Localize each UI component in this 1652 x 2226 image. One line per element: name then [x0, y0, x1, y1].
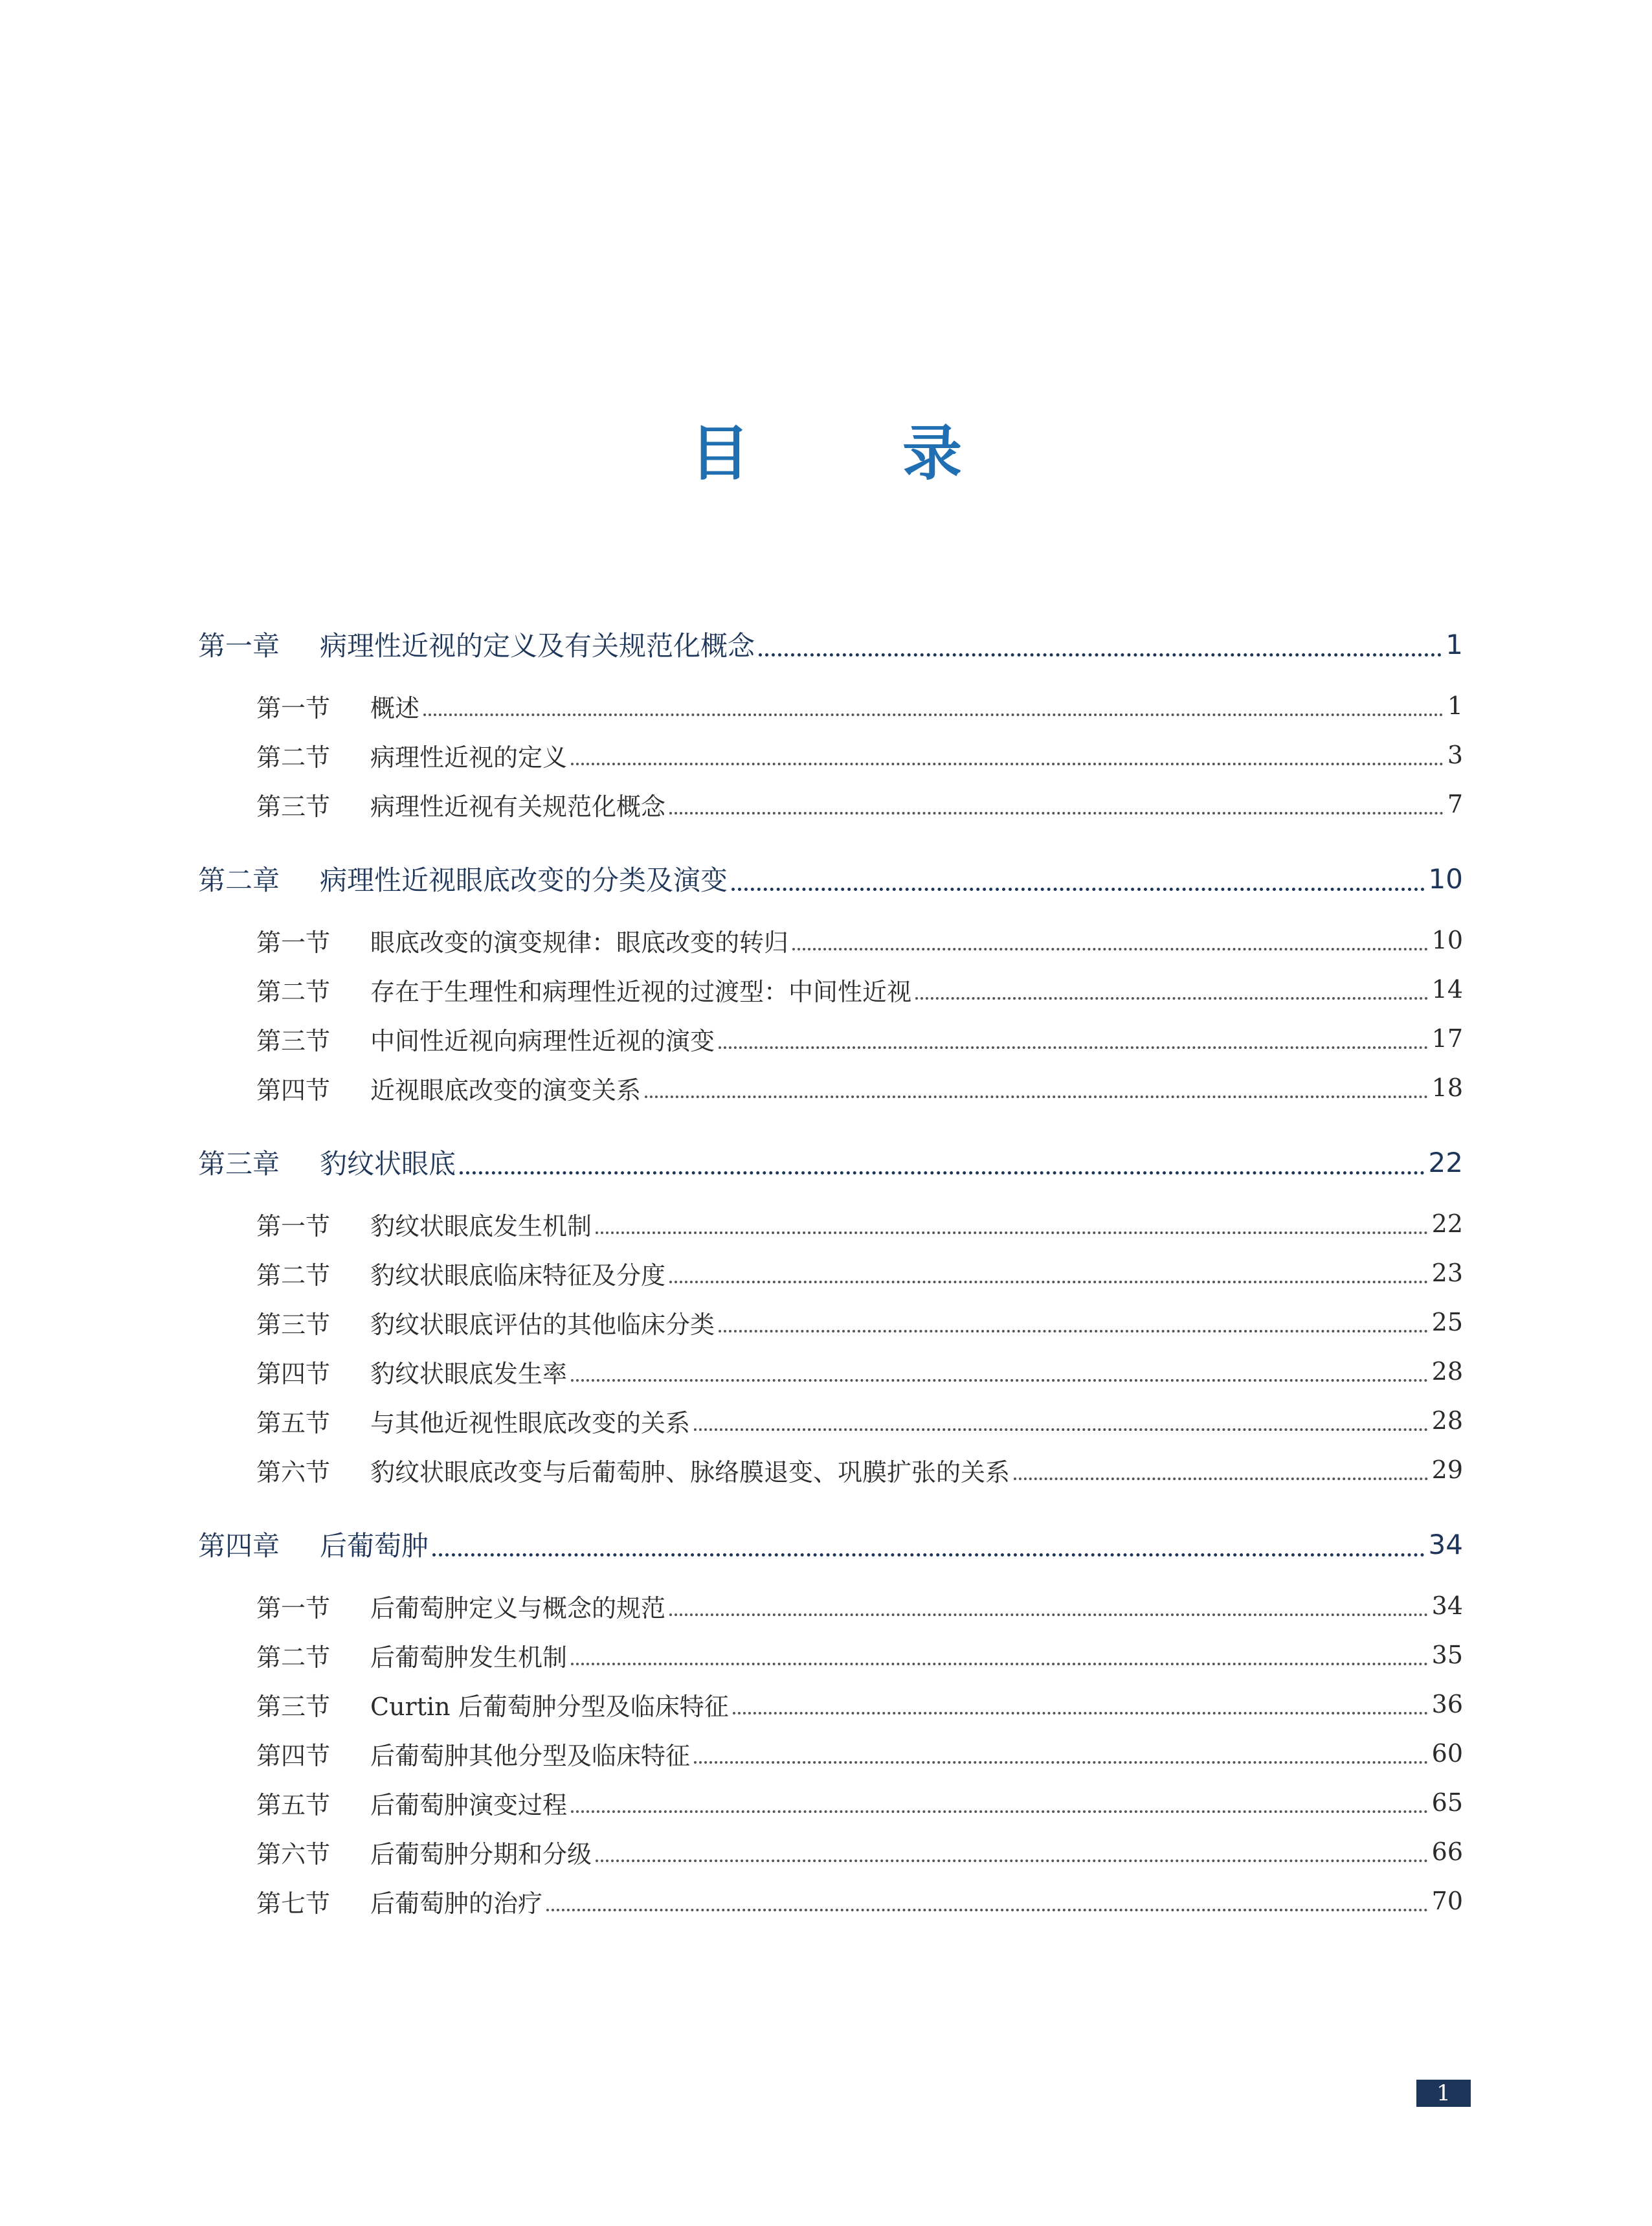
toc-section-entry[interactable]: [256, 780, 1463, 829]
section-page-number: 18: [1431, 1074, 1463, 1102]
toc-section-entry[interactable]: [256, 1014, 1463, 1063]
section-title: 豹纹状眼底发生机制: [370, 1211, 592, 1241]
dot-leader: [571, 1810, 1428, 1813]
section-page-number: 28: [1431, 1357, 1463, 1386]
table-of-contents: [0, 609, 1652, 1940]
toc-section-entry[interactable]: [256, 1199, 1463, 1248]
section-title: 概述: [370, 693, 420, 723]
section-label: 第五节: [256, 1408, 331, 1437]
dot-leader: [432, 1553, 1425, 1557]
section-label: 第七节: [256, 1889, 331, 1918]
chapter-title: 病理性近视的定义及有关规范化概念: [320, 630, 755, 662]
section-title: 豹纹状眼底发生率: [370, 1359, 568, 1388]
section-page-number: 65: [1431, 1788, 1463, 1817]
section-list: [0, 680, 1652, 843]
dot-leader: [423, 714, 1444, 716]
section-page-number: 17: [1431, 1024, 1463, 1053]
toc-chapter: [0, 843, 1652, 1127]
toc-chapter: [0, 1127, 1652, 1509]
toc-chapter-entry[interactable]: [198, 843, 1463, 914]
dot-leader: [571, 763, 1444, 765]
chapter-title: 豹纹状眼底: [320, 1148, 456, 1180]
section-title: Curtin 后葡萄肿分型及临床特征: [370, 1692, 729, 1721]
dot-leader: [669, 812, 1444, 815]
dot-leader: [915, 997, 1428, 1000]
section-title: 病理性近视的定义: [370, 743, 568, 772]
chapter-label: 第二章: [198, 864, 280, 896]
section-page-number: 36: [1431, 1690, 1463, 1718]
chapter-page-number: 10: [1428, 862, 1463, 895]
dot-leader: [733, 1712, 1428, 1714]
page-number-badge: 1: [1416, 2080, 1471, 2107]
section-title: 近视眼底改变的演变关系: [370, 1075, 642, 1105]
section-page-number: 23: [1431, 1259, 1463, 1287]
toc-section-entry[interactable]: [256, 1298, 1463, 1347]
dot-leader: [669, 1613, 1428, 1616]
section-list: [0, 914, 1652, 1127]
section-title: 后葡萄肿分期和分级: [370, 1839, 592, 1869]
section-page-number: 3: [1447, 741, 1463, 769]
toc-section-entry[interactable]: [256, 1347, 1463, 1396]
dot-leader: [571, 1379, 1428, 1382]
section-title: 眼底改变的演变规律：眼底改变的转归: [370, 928, 789, 957]
section-label: 第五节: [256, 1790, 331, 1819]
chapter-title: 病理性近视眼底改变的分类及演变: [320, 864, 728, 896]
section-label: 第一节: [256, 1593, 331, 1623]
toc-chapter-entry[interactable]: [198, 1127, 1463, 1198]
section-page-number: 1: [1447, 691, 1463, 720]
toc-section-entry[interactable]: [256, 730, 1463, 780]
dot-leader: [546, 1909, 1428, 1911]
toc-section-entry[interactable]: [256, 681, 1463, 730]
dot-leader: [792, 948, 1428, 950]
section-title: 与其他近视性眼底改变的关系: [370, 1408, 691, 1437]
page-title: 目 录: [689, 418, 1009, 488]
section-title: 存在于生理性和病理性近视的过渡型：中间性近视: [370, 977, 912, 1006]
toc-section-entry[interactable]: [256, 1581, 1463, 1630]
dot-leader: [460, 1171, 1425, 1175]
section-page-number: 60: [1431, 1739, 1463, 1768]
toc-chapter-entry[interactable]: [198, 609, 1463, 680]
toc-section-entry[interactable]: [256, 916, 1463, 965]
toc-section-entry[interactable]: [256, 1778, 1463, 1827]
section-page-number: 70: [1431, 1887, 1463, 1915]
section-list: [0, 1198, 1652, 1509]
dot-leader: [694, 1428, 1428, 1431]
section-title: 后葡萄肿演变过程: [370, 1790, 568, 1819]
section-label: 第一节: [256, 1211, 331, 1241]
section-page-number: 7: [1447, 790, 1463, 818]
toc-section-entry[interactable]: [256, 965, 1463, 1014]
section-page-number: 29: [1431, 1456, 1463, 1484]
chapter-label: 第四章: [198, 1530, 280, 1562]
section-page-number: 25: [1431, 1308, 1463, 1336]
section-title: 后葡萄肿定义与概念的规范: [370, 1593, 666, 1623]
section-title: 后葡萄肿的治疗: [370, 1889, 543, 1918]
section-label: 第四节: [256, 1075, 331, 1105]
dot-leader: [596, 1231, 1428, 1234]
toc-chapter-entry[interactable]: [198, 1509, 1463, 1580]
section-title: 豹纹状眼底临床特征及分度: [370, 1261, 666, 1290]
dot-leader: [645, 1096, 1428, 1098]
section-list: [0, 1580, 1652, 1940]
section-title: 中间性近视向病理性近视的演变: [370, 1026, 715, 1055]
dot-leader: [759, 653, 1442, 657]
section-title: 后葡萄肿其他分型及临床特征: [370, 1741, 691, 1770]
toc-section-entry[interactable]: [256, 1827, 1463, 1876]
dot-leader: [669, 1281, 1428, 1283]
dot-leader: [1014, 1478, 1428, 1480]
section-page-number: 35: [1431, 1641, 1463, 1669]
section-label: 第二节: [256, 743, 331, 772]
chapter-label: 第一章: [198, 630, 280, 662]
section-label: 第四节: [256, 1741, 331, 1770]
dot-leader: [719, 1046, 1428, 1049]
toc-section-entry[interactable]: [256, 1396, 1463, 1445]
section-title: 病理性近视有关规范化概念: [370, 792, 666, 821]
section-label: 第二节: [256, 1261, 331, 1290]
toc-chapter: [0, 1509, 1652, 1940]
dot-leader: [719, 1330, 1428, 1332]
section-page-number: 66: [1431, 1838, 1463, 1866]
section-title: 豹纹状眼底评估的其他临床分类: [370, 1310, 715, 1339]
toc-section-entry[interactable]: [256, 1063, 1463, 1112]
chapter-page-number: 22: [1428, 1146, 1463, 1178]
dot-leader: [731, 888, 1425, 891]
section-title: 后葡萄肿发生机制: [370, 1643, 568, 1672]
section-label: 第一节: [256, 928, 331, 957]
section-page-number: 22: [1431, 1209, 1463, 1238]
section-label: 第一节: [256, 693, 331, 723]
section-page-number: 34: [1431, 1591, 1463, 1620]
section-page-number: 28: [1431, 1406, 1463, 1435]
toc-section-entry[interactable]: [256, 1680, 1463, 1729]
section-label: 第三节: [256, 1310, 331, 1339]
section-title: 豹纹状眼底改变与后葡萄肿、脉络膜退变、巩膜扩张的关系: [370, 1457, 1010, 1487]
dot-leader: [571, 1663, 1428, 1665]
chapter-label: 第三章: [198, 1148, 280, 1180]
section-page-number: 10: [1431, 926, 1463, 954]
chapter-page-number: 1: [1446, 628, 1463, 660]
toc-chapter: [0, 609, 1652, 843]
toc-section-entry[interactable]: [256, 1445, 1463, 1494]
chapter-title: 后葡萄肿: [320, 1530, 429, 1562]
toc-section-entry[interactable]: [256, 1876, 1463, 1926]
section-label: 第三节: [256, 1692, 331, 1721]
section-label: 第六节: [256, 1457, 331, 1487]
dot-leader: [694, 1761, 1428, 1764]
toc-section-entry[interactable]: [256, 1248, 1463, 1298]
section-label: 第二节: [256, 977, 331, 1006]
section-page-number: 14: [1431, 975, 1463, 1004]
toc-section-entry[interactable]: [256, 1729, 1463, 1778]
section-label: 第三节: [256, 792, 331, 821]
section-label: 第四节: [256, 1359, 331, 1388]
section-label: 第六节: [256, 1839, 331, 1869]
section-label: 第二节: [256, 1643, 331, 1672]
section-label: 第三节: [256, 1026, 331, 1055]
dot-leader: [596, 1860, 1428, 1862]
chapter-page-number: 34: [1428, 1528, 1463, 1560]
toc-section-entry[interactable]: [256, 1630, 1463, 1680]
